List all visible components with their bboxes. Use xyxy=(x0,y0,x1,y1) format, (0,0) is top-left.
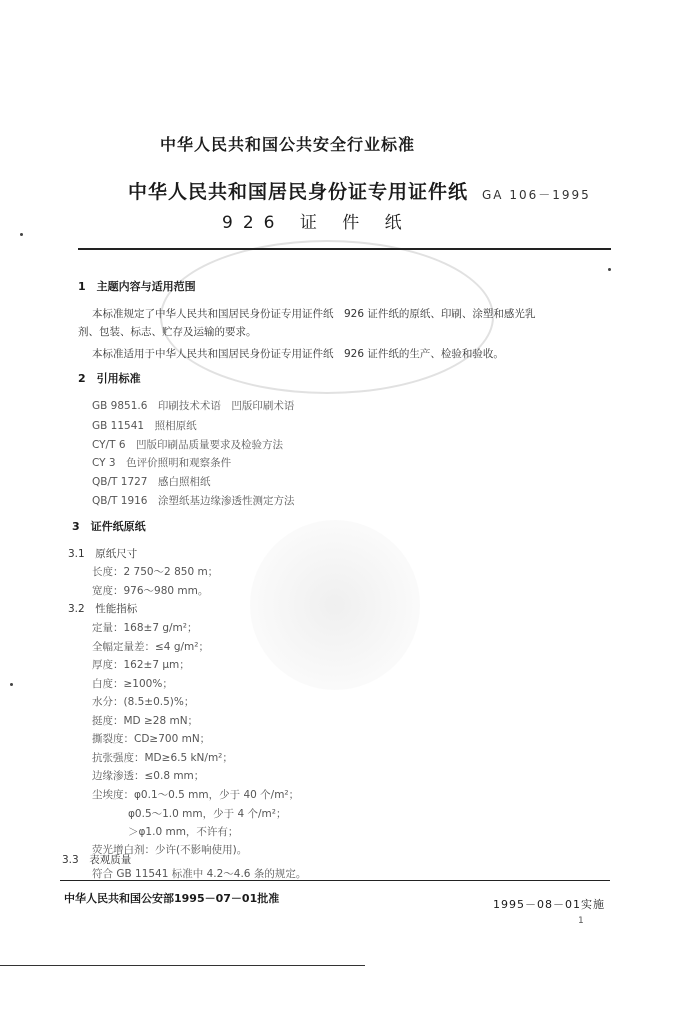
spec-line: 挺度：MD ≥28 mN； xyxy=(92,715,199,727)
reference-item: CY/T 6 凹版印刷品质量要求及检验方法 xyxy=(92,439,284,451)
spec-line: ＞φ1.0 mm，不许有； xyxy=(128,826,239,838)
spec-line: 宽度：976～980 mm。 xyxy=(92,585,209,597)
spec-line: φ0.5～1.0 mm，少于 4 个/m²； xyxy=(128,808,287,820)
spec-line: 荧光增白剂：少许(不影响使用)。 xyxy=(92,844,248,856)
section-3-3-heading: 3.3 表观质量 xyxy=(62,854,132,866)
section-1-paragraph-2: 本标准适用于中华人民共和国居民身份证专用证件纸 926 证件纸的生产、检验和验收。 xyxy=(92,348,504,360)
section-1-heading: 1 主题内容与适用范围 xyxy=(78,280,196,293)
watermark-smudge xyxy=(250,520,420,690)
scan-artifact-line xyxy=(0,965,365,966)
document-title: 中华人民共和国居民身份证专用证件纸 xyxy=(128,181,469,203)
spec-line: 符合 GB 11541 标准中 4.2～4.6 条的规定。 xyxy=(92,868,307,880)
footer-rule xyxy=(60,880,610,881)
header-rule xyxy=(78,248,611,250)
standard-code: GA 106－1995 xyxy=(482,188,591,202)
scan-artifact-dot xyxy=(608,268,611,271)
scan-artifact-dot xyxy=(10,683,13,686)
document-subtitle: 926 证 件 纸 xyxy=(222,213,412,233)
spec-line: 抗张强度：MD≥6.5 kN/m²； xyxy=(92,752,233,764)
spec-line: 白度：≥100%； xyxy=(92,678,173,690)
spec-line: 边缘渗透：≤0.8 mm； xyxy=(92,770,205,782)
industry-standard-title: 中华人民共和国公共安全行业标准 xyxy=(160,135,416,154)
section-3-2-heading: 3.2 性能指标 xyxy=(68,603,138,615)
reference-item: GB 11541 照相原纸 xyxy=(92,420,197,432)
section-1-paragraph-1b: 剂、包装、标志、贮存及运输的要求。 xyxy=(78,326,257,338)
spec-line: 长度：2 750～2 850 m； xyxy=(92,566,219,578)
scan-artifact-dot xyxy=(20,233,23,236)
spec-line: 全幅定量差：≤4 g/m²； xyxy=(92,641,209,653)
page-number: 1 xyxy=(578,916,584,926)
spec-line: 厚度：162±7 μm； xyxy=(92,659,190,671)
implementation-date: 1995－08－01实施 xyxy=(493,898,605,911)
reference-item: QB/T 1916 涂塑纸基边缘渗透性测定方法 xyxy=(92,495,295,507)
section-1-paragraph-1a: 本标准规定了中华人民共和国居民身份证专用证件纸 926 证件纸的原纸、印刷、涂塑和感光乳 xyxy=(92,308,536,320)
section-2-heading: 2 引用标准 xyxy=(78,372,141,385)
spec-line: 尘埃度：φ0.1～0.5 mm，少于 40 个/m²； xyxy=(92,789,300,801)
reference-item: CY 3 色评价照明和观察条件 xyxy=(92,457,232,469)
reference-item: GB 9851.6 印刷技术术语 凹版印刷术语 xyxy=(92,400,295,412)
section-3-1-heading: 3.1 原纸尺寸 xyxy=(68,548,138,560)
spec-line: 定量：168±7 g/m²； xyxy=(92,622,198,634)
spec-line: 撕裂度：CD≥700 mN； xyxy=(92,733,211,745)
spec-line: 水分：(8.5±0.5)%； xyxy=(92,696,195,708)
approval-date: 中华人民共和国公安部1995－07－01批准 xyxy=(64,892,280,905)
section-3-heading: 3 证件纸原纸 xyxy=(72,520,146,533)
reference-item: QB/T 1727 感白照相纸 xyxy=(92,476,211,488)
